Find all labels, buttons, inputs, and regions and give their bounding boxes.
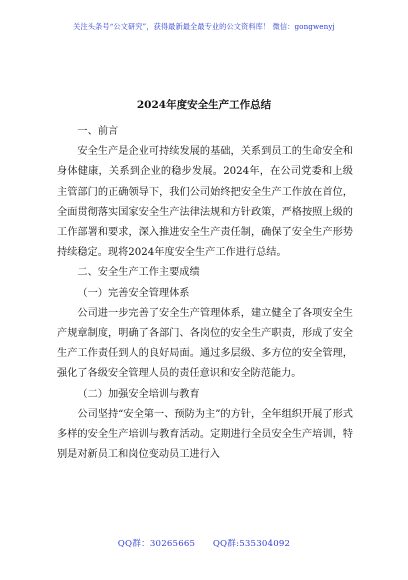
paragraph-preface: 安全生产是企业可持续发展的基础，关系到员工的生命安全和身体健康，关系到企业的稳步发展。2024年，在公司党委和上级主管部门的正确领导下，我们公司始终把安全生产工作放在首位，全面贯彻落实国家安全生产法律法规和方针政策，严格按照上级的工作部署和要求，深入推进安全生产责任制，确保了安全生产形势持续稳定。现将2024年度安全生产工作进行总结。	[57, 146, 353, 259]
footer-qq-groups	[0, 537, 408, 549]
section-heading-achievements: 二、安全生产工作主要成绩	[77, 267, 200, 279]
subsection-heading-management-system: （一）完善安全管理体系	[77, 287, 190, 299]
document-body	[57, 122, 353, 465]
subsection-heading-training: （二）加强安全培训与教育	[77, 388, 200, 400]
header-promo-note: 关注头条号“公文研究”，获得最新最全最专业的公文资料库！ 微信：gongwenyj	[73, 22, 335, 31]
paragraph-training: 公司坚持“安全第一、预防为主”的方针，全年组织开展了形式多样的安全生产培训与教育活动。定期进行全员安全生产培训，特别是对新员工和岗位变动员工进行入	[57, 408, 353, 461]
paragraph-management-system: 公司进一步完善了安全生产管理体系，建立健全了各项安全生产规章制度，明确了各部门、各岗位的安全生产职责，形成了安全生产工作责任到人的良好局面。通过多层级、多方位的安全管理，强化了各级安全管理人员的责任意识和安全防范能力。	[57, 307, 353, 380]
section-heading-preface: 一、前言	[77, 126, 119, 137]
footer-qq-group-2: QQ群:535304092	[212, 539, 291, 549]
document-title: 2024年度安全生产工作总结	[136, 99, 272, 111]
footer-qq-group-1: QQ群：30265665	[117, 539, 196, 549]
